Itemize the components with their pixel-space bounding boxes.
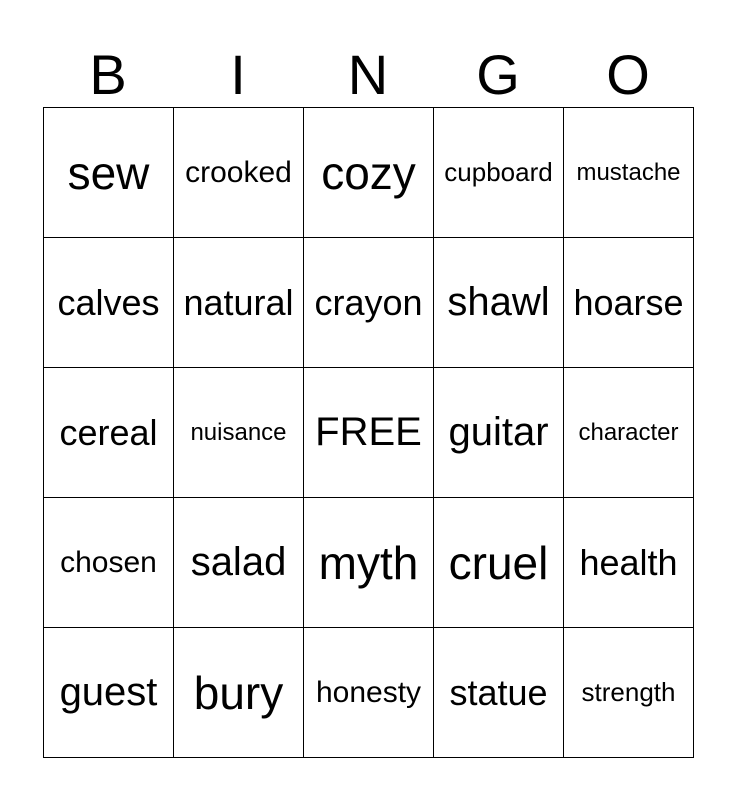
bingo-cell[interactable]: bury [174,628,304,758]
bingo-cell[interactable]: cruel [434,498,564,628]
bingo-cell[interactable]: cupboard [434,108,564,238]
bingo-cell[interactable]: salad [174,498,304,628]
bingo-cell[interactable]: character [564,368,694,498]
header-letter-o: O [606,43,650,106]
bingo-cell[interactable]: health [564,498,694,628]
bingo-board [43,107,694,758]
header-letter-n: N [347,43,389,106]
header-letter-g: G [476,43,520,106]
bingo-cell[interactable]: cozy [304,108,434,238]
bingo-cell[interactable]: chosen [44,498,174,628]
bingo-cell[interactable]: mustache [564,108,694,238]
bingo-cell[interactable]: guest [44,628,174,758]
free-space[interactable]: FREE [304,368,434,498]
header-letter-b: B [89,43,127,106]
bingo-cell[interactable]: crooked [174,108,304,238]
bingo-cell[interactable]: hoarse [564,238,694,368]
bingo-cell[interactable]: statue [434,628,564,758]
bingo-cell-free[interactable]: nuisance [174,368,304,498]
bingo-cell[interactable]: cereal [44,368,174,498]
bingo-cell[interactable]: shawl [434,238,564,368]
header-letter-i: I [230,43,246,106]
bingo-cell[interactable]: guitar [434,368,564,498]
bingo-cell[interactable]: sew [44,108,174,238]
bingo-cell[interactable]: strength [564,628,694,758]
bingo-cell[interactable]: natural [174,238,304,368]
bingo-cell[interactable]: calves [44,238,174,368]
bingo-header [43,44,693,106]
bingo-cell[interactable]: honesty [304,628,434,758]
bingo-cell[interactable]: myth [304,498,434,628]
bingo-cell[interactable]: crayon [304,238,434,368]
